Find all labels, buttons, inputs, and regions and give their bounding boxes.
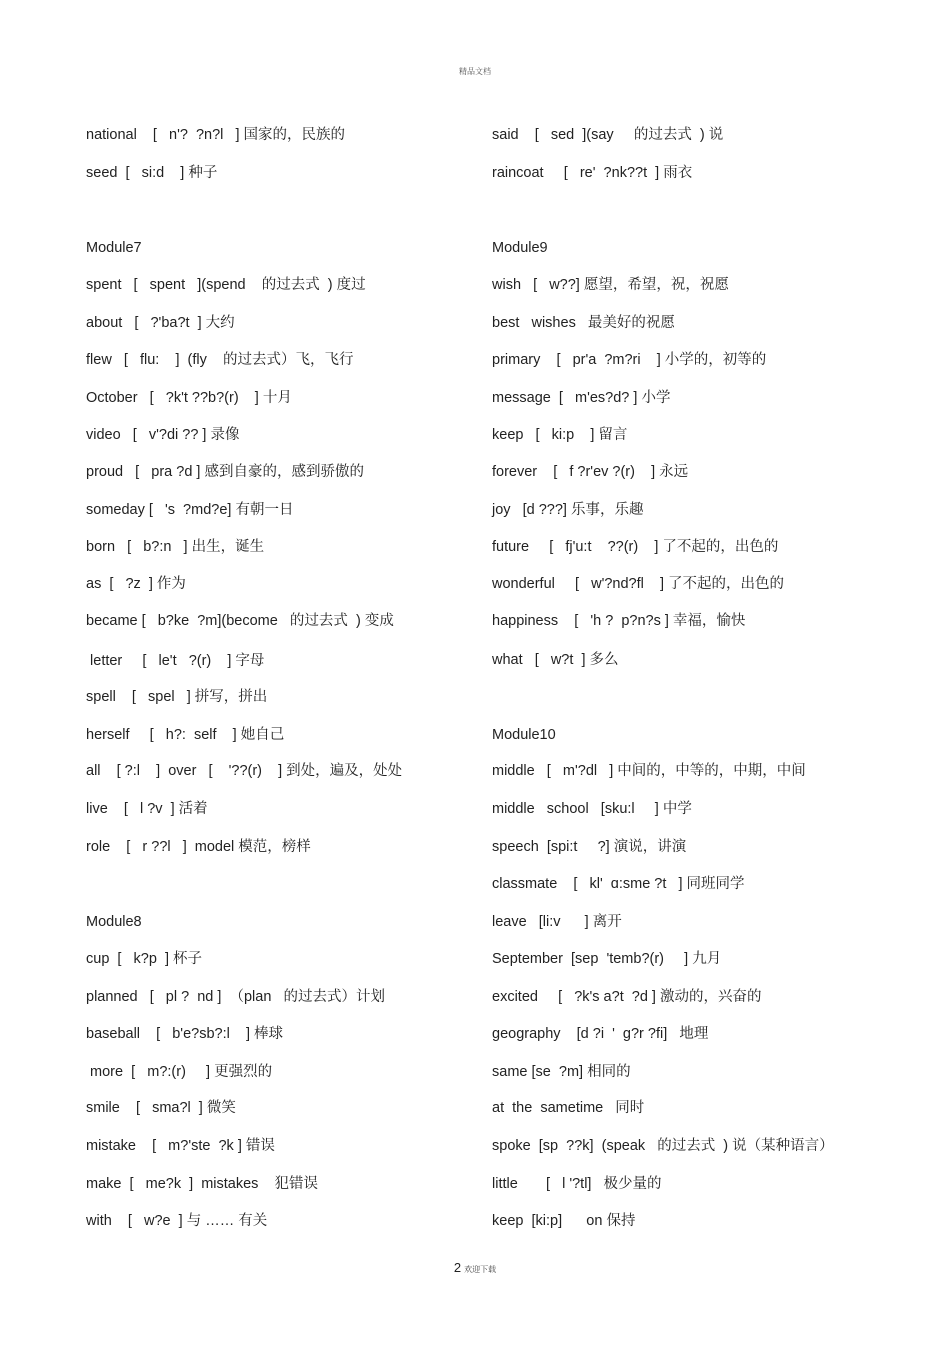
vocab-entry: someday [ 's ?md?e] 有朝一日 xyxy=(86,502,294,518)
vocab-entry: cup [ k?p ] 杯子 xyxy=(86,951,203,967)
module-heading: Module8 xyxy=(86,914,142,930)
vocab-entry: make [ me?k ] mistakes 犯错误 xyxy=(86,1176,319,1192)
vocab-entry: national [ n'? ?n?l ] 国家的，民族的 xyxy=(86,127,346,143)
vocab-entry: became [ b?ke ?m](become 的过去式 ) 变成 xyxy=(86,613,394,629)
vocab-entry: born [ b?:n ] 出生，诞生 xyxy=(86,539,265,555)
vocab-entry: classmate [ kl' ɑ:sme ?t ] 同班同学 xyxy=(492,876,745,892)
vocab-entry: herself [ h?: self ] 她自己 xyxy=(86,727,285,743)
vocab-entry: at the sametime 同时 xyxy=(492,1100,645,1116)
vocab-entry: geography [d ?i ' g?r ?fi] 地理 xyxy=(492,1026,709,1042)
vocab-entry: with [ w?e ] 与 …… 有关 xyxy=(86,1213,268,1229)
vocab-entry: flew [ flu: ] (fly 的过去式）飞，飞行 xyxy=(86,352,354,368)
page-number: 2 xyxy=(453,1260,462,1275)
vocab-entry: excited [ ?k's a?t ?d ] 激动的，兴奋的 xyxy=(492,989,762,1005)
page-header: 精品文档 xyxy=(459,67,491,76)
module-heading: Module9 xyxy=(492,240,548,256)
vocab-entry: keep [ ki:p ] 留言 xyxy=(492,427,628,443)
vocab-entry: seed [ si:d ] 种子 xyxy=(86,165,218,181)
vocab-entry: keep [ki:p] on 保持 xyxy=(492,1213,636,1229)
vocab-entry: said [ sed ](say 的过去式 ) 说 xyxy=(492,127,724,143)
vocab-entry: best wishes 最美好的祝愿 xyxy=(492,315,675,331)
vocab-entry: letter [ le't ?(r) ] 字母 xyxy=(86,653,265,669)
vocab-entry: role [ r ??l ] model 模范，榜样 xyxy=(86,839,311,855)
vocab-entry: smile [ sma?l ] 微笑 xyxy=(86,1100,236,1116)
vocab-entry: primary [ pr'a ?m?ri ] 小学的，初等的 xyxy=(492,352,767,368)
vocab-entry: happiness [ 'h ? p?n?s ] 幸福，愉快 xyxy=(492,613,746,629)
vocab-entry: spoke [sp ??k] (speak 的过去式 ) 说（某种语言） xyxy=(492,1138,834,1154)
vocab-entry: planned [ pl ? nd ] （plan 的过去式）计划 xyxy=(86,989,385,1005)
vocab-entry: baseball [ b'e?sb?:l ] 棒球 xyxy=(86,1026,284,1042)
vocab-entry: little [ l '?tl] 极少量的 xyxy=(492,1176,662,1192)
vocab-entry: as [ ?z ] 作为 xyxy=(86,576,186,592)
vocab-entry: what [ w?t ] 多么 xyxy=(492,652,619,668)
footer-text: 欢迎下载 xyxy=(464,1265,497,1274)
vocab-entry: proud [ pra ?d ] 感到自豪的，感到骄傲的 xyxy=(86,464,364,480)
module-heading: Module10 xyxy=(492,727,556,743)
vocab-entry: video [ v'?di ?? ] 录像 xyxy=(86,427,240,443)
vocab-entry: October [ ?k't ??b?(r) ] 十月 xyxy=(86,390,292,406)
page-footer xyxy=(0,1259,950,1277)
vocab-entry: speech [spi:t ?] 演说，讲演 xyxy=(492,839,687,855)
vocab-entry: about [ ?'ba?t ] 大约 xyxy=(86,315,235,331)
vocab-entry: same [se ?m] 相同的 xyxy=(492,1064,631,1080)
module-heading: Module7 xyxy=(86,240,142,256)
vocab-entry: future [ fj'u:t ??(r) ] 了不起的，出色的 xyxy=(492,539,779,555)
vocab-entry: September [sep 'temb?(r) ] 九月 xyxy=(492,951,722,967)
vocab-entry: middle school [sku:l ] 中学 xyxy=(492,801,692,817)
vocab-entry: live [ l ?v ] 活着 xyxy=(86,801,208,817)
vocab-entry: leave [li:v ] 离开 xyxy=(492,914,622,930)
vocab-entry: all [ ?:l ] over [ '??(r) ] 到处，遍及，处处 xyxy=(86,763,403,779)
vocab-entry: mistake [ m?'ste ?k ] 错误 xyxy=(86,1138,275,1154)
vocab-entry: wonderful [ w'?nd?fl ] 了不起的，出色的 xyxy=(492,576,785,592)
vocab-entry: middle [ m'?dl ] 中间的，中等的，中期，中间 xyxy=(492,763,806,779)
vocab-entry: spent [ spent ](spend 的过去式 ) 度过 xyxy=(86,277,366,293)
vocab-entry: spell [ spel ] 拼写，拼出 xyxy=(86,689,268,705)
vocab-entry: forever [ f ?r'ev ?(r) ] 永远 xyxy=(492,464,689,480)
vocab-entry: more [ m?:(r) ] 更强烈的 xyxy=(86,1064,273,1080)
vocab-entry: wish [ w??] 愿望，希望，祝，祝愿 xyxy=(492,277,729,293)
vocab-entry: raincoat [ re' ?nk??t ] 雨衣 xyxy=(492,165,693,181)
vocab-entry: message [ m'es?d? ] 小学 xyxy=(492,390,671,406)
vocab-entry: joy [d ???] 乐事，乐趣 xyxy=(492,502,644,518)
